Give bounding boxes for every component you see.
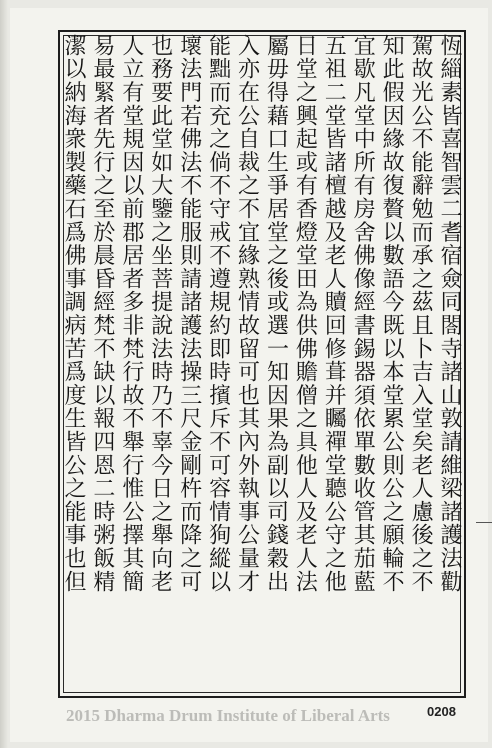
text-column: 也務要此堂如大鑒之坐菩提說法時乃不辜今日之舉向老 — [147, 34, 173, 594]
text-column: 屬毋得藉口生爭居堂之後或選一知因果為副以司錢穀出 — [263, 34, 289, 594]
text-column: 人立有堂規因以前郡居者多非梵行故不舉行惟公擇其簡 — [118, 34, 144, 594]
text-column: 日堂之興起或有香燈堂田為供佛贍僧之具他人及老人法 — [292, 34, 318, 594]
text-column: 知此假因緣故復贅以數語今既以本堂累公則公之願輪不 — [379, 34, 405, 594]
text-column: 五祖二堂皆諸檀越及老人贖回修葺并矚禪堂聽公守之他 — [321, 34, 347, 594]
text-column: 入亦在公自裁之不宜緣熟情故留可也其內外執事公量才 — [234, 34, 260, 594]
text-column: 宜歇凡堂中所有房舍佛像經書錫器須依單數收管其茄藍 — [350, 34, 376, 594]
text-column: 易最緊者先行之至於晨昏經梵不缺以報四恩二時粥飯精 — [89, 34, 115, 594]
page-edge-mark — [476, 522, 492, 523]
watermark: 2015 Dharma Drum Institute of Liberal Arts — [66, 706, 390, 725]
text-column: 潔以納海衆製藥石爲佛事調病苦爲度生皆公之能事也但 — [61, 34, 86, 594]
vertical-text-columns — [62, 34, 460, 694]
text-column: 恆緇素皆喜智雲二耆宿僉同閤寺諸山敦請維梁諸護法勸 — [436, 34, 462, 594]
text-column: 駕故光公不能辭勉而承之茲且卜吉入堂矣老人慮後之不 — [408, 34, 434, 594]
text-column: 能黜而充之倘不守戒不遵規約即時擯斥不可容情狥縱以 — [205, 34, 231, 594]
page-number: 0208 — [427, 704, 456, 719]
text-column: 壞法門若佛法不能服則請諸護法操三尺金剛杵而降之可 — [176, 34, 202, 594]
book-binding-edge — [0, 0, 8, 748]
